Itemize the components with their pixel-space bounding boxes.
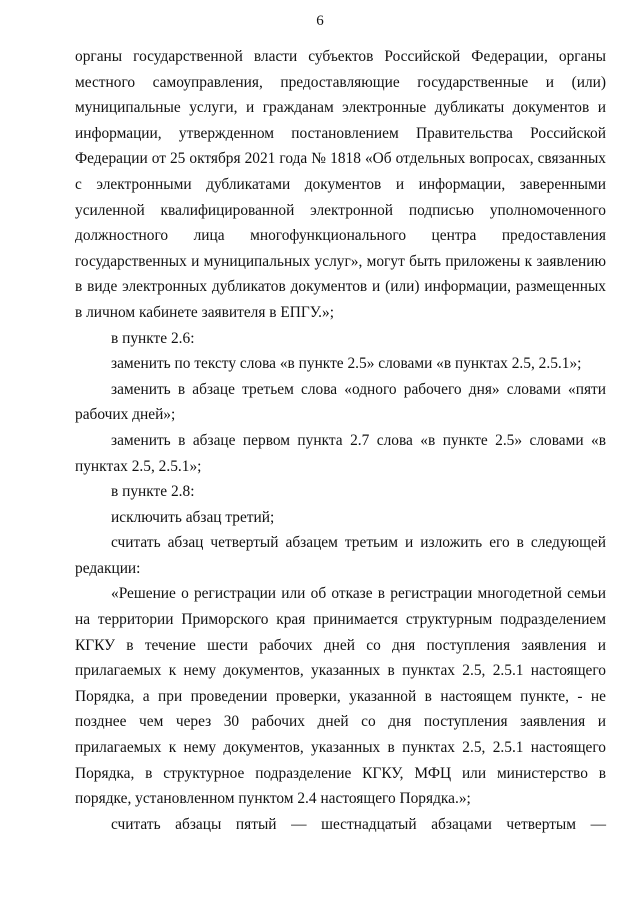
paragraph-fourth-as-third: считать абзац четвертый абзацем третьим и изложить его в следующей редакции: [75, 534, 606, 577]
paragraph-continuation: органы государственной власти субъектов Российской Федерации, органы местного самоуправления, предоставляющие государственные и (или) муниципальные услуги, и гражданам электронные дубликаты документов и информации, утвержденном постановлением Правительства Российской Федерации от 25 октября 2021 года № 1818 «Об отдельных вопросах, связанных с электронными дубликатами документов и информации, заверенными усиленной квалифицированной электронной подписью уполномоченного должностного лица многофункционального центра предоставления государственных и муниципальных услуг», могут быть приложены к заявлению в виде электронных дубликатов документов и (или) информации, размещенных в личном кабинете заявителя в ЕПГУ.»; [75, 48, 606, 321]
paragraph-renumber-abzacs: считать абзацы пятый — шестнадцатый абзацами четвертым — [111, 815, 606, 833]
paragraph-item-2-6: в пункте 2.6: [111, 329, 195, 347]
document-body [75, 44, 606, 837]
paragraph-replace-words-2-6: заменить по тексту слова «в пункте 2.5» словами «в пунктах 2.5, 2.5.1»; [111, 355, 582, 373]
paragraph-quoted-decision: «Решение о регистрации или об отказе в регистрации многодетной семьи на территории Приморского края принимается структурным подразделением КГКУ в течение шести рабочих дней со дня поступления заявления и прилагаемых к нему документов, указанных в пунктах 2.5, 2.5.1 настоящего Порядка, а при проведении проверки, указанной в настоящем пункте, - не позднее чем через 30 рабочих дней со дня поступления заявления и прилагаемых к нему документов, указанных в пунктах 2.5, 2.5.1 настоящего Порядка, в структурное подразделение КГКУ, МФЦ или министерство в порядке, установленном пунктом 2.4 настоящего Порядка.»; [75, 585, 606, 808]
paragraph-item-2-8: в пункте 2.8: [111, 483, 195, 501]
paragraph-exclude-third: исключить абзац третий; [111, 508, 275, 526]
paragraph-replace-third-abzac: заменить в абзаце третьем слова «одного рабочего дня» словами «пяти рабочих дней»; [75, 380, 606, 424]
paragraph-replace-2-7: заменить в абзаце первом пункта 2.7 слова «в пункте 2.5» словами «в пунктах 2.5, 2.5.1»; [75, 431, 606, 475]
page-number: 6 [316, 13, 324, 29]
